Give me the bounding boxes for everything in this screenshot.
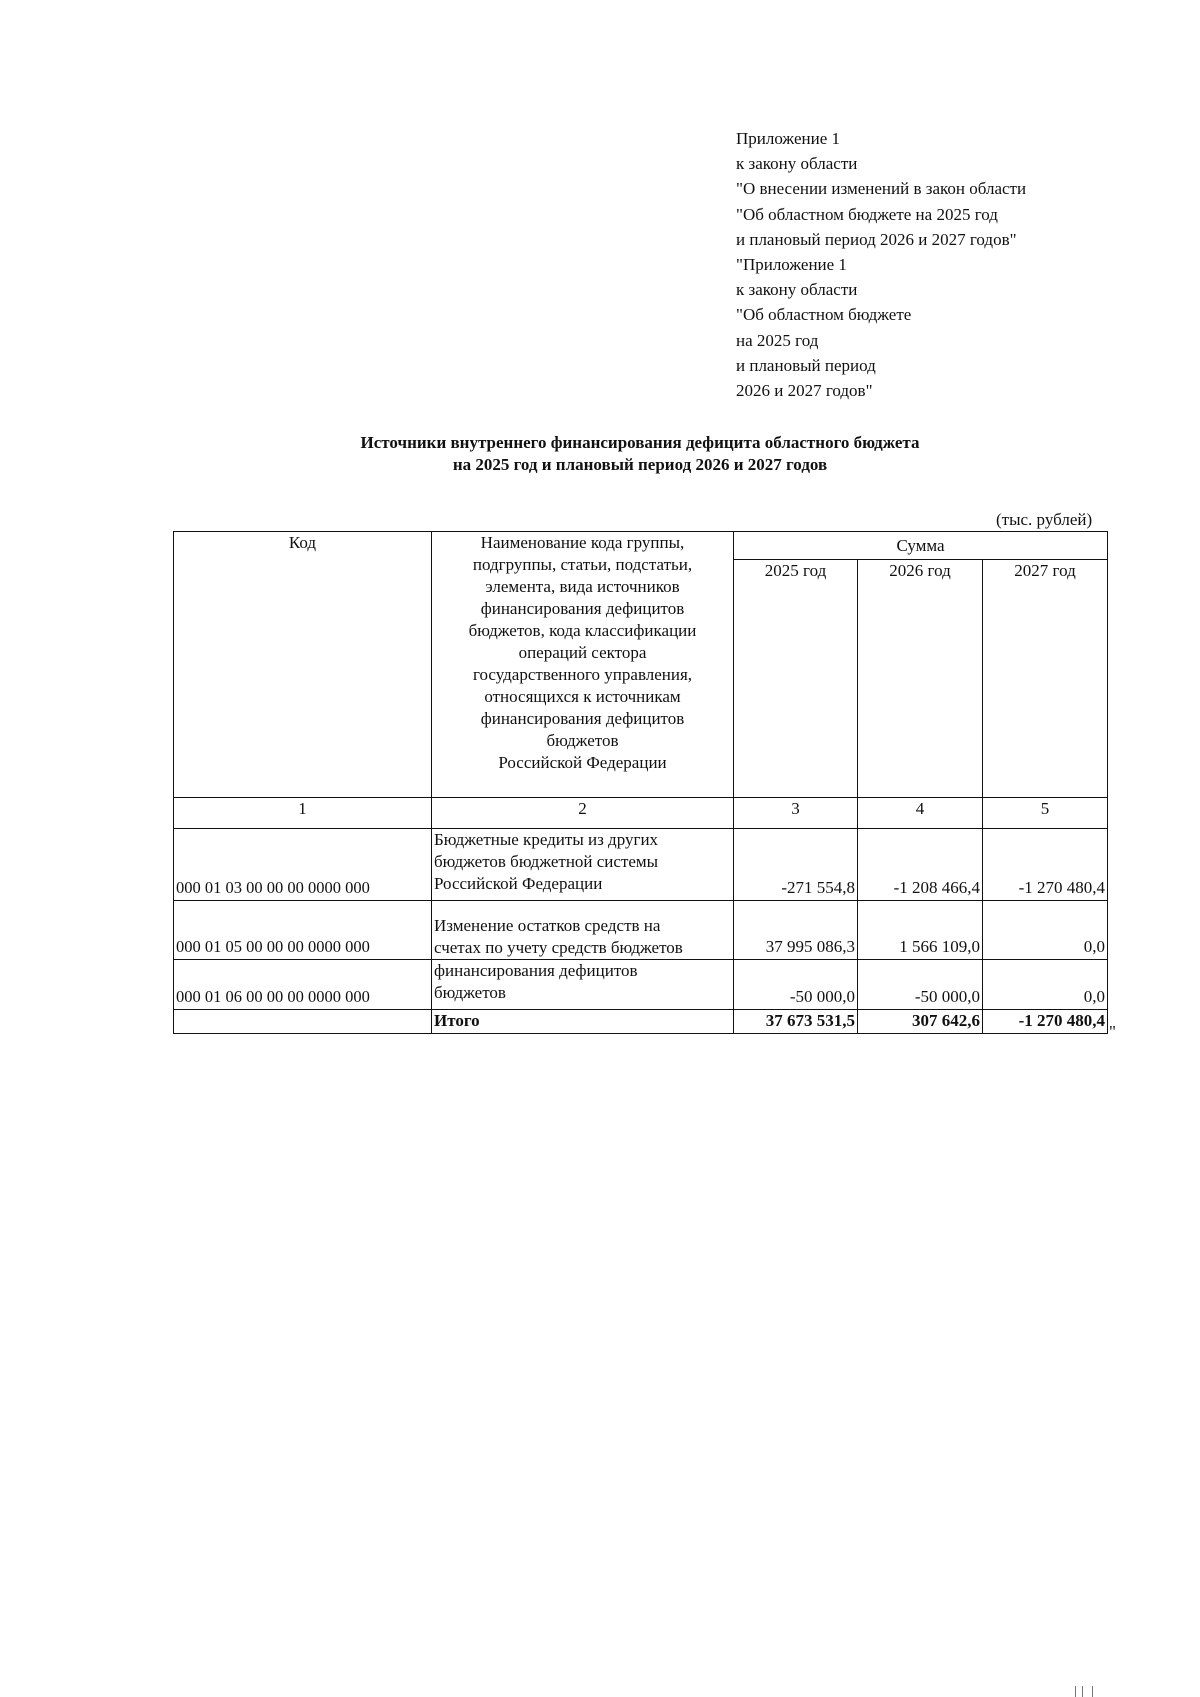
row-value-2027: 0,0 xyxy=(983,960,1108,1010)
total-value-2025: 37 673 531,5 xyxy=(734,1010,858,1034)
row-value-2027: 0,0 xyxy=(983,901,1108,960)
header-name xyxy=(432,532,734,798)
row-code: 000 01 05 00 00 00 0000 000 xyxy=(174,901,432,960)
appendix-line: "Об областном бюджете на 2025 год xyxy=(736,204,998,224)
column-number-row xyxy=(174,798,1108,829)
total-value-2026: 307 642,6 xyxy=(858,1010,983,1034)
row-name-line: бюджетов xyxy=(434,983,506,1002)
row-value-2026: -50 000,0 xyxy=(858,960,983,1010)
units-label: (тыс. рублей) xyxy=(996,510,1093,529)
column-number: 5 xyxy=(983,798,1108,829)
header-name-line: финансирования дефицитов xyxy=(480,599,685,618)
table-row xyxy=(174,901,1108,960)
row-name xyxy=(432,901,734,960)
header-name-line: элемента, вида источников xyxy=(485,577,680,596)
appendix-line: "О внесении изменений в закон области xyxy=(736,179,1027,199)
header-sum: Сумма xyxy=(734,532,1108,560)
header-year-2026: 2026 год xyxy=(858,560,983,798)
header-name-line: относящихся к источникам xyxy=(484,687,681,706)
closing-quote: " xyxy=(1109,1022,1116,1041)
header-name-line: государственного управления, xyxy=(472,665,693,684)
appendix-line: "Приложение 1 xyxy=(736,255,847,275)
title-line-1: Источники внутреннего финансирования дефицита областного бюджета xyxy=(360,433,920,452)
scan-mark xyxy=(1075,1686,1093,1697)
row-value-2026: -1 208 466,4 xyxy=(858,829,983,901)
appendix-line: и плановый период 2026 и 2027 годов" xyxy=(736,229,1017,249)
header-name-line: Российской Федерации xyxy=(498,753,667,772)
header-row xyxy=(174,532,1108,560)
total-label: Итого xyxy=(432,1010,734,1034)
appendix-line: к закону области xyxy=(736,154,858,174)
row-name-line: бюджетов бюджетной системы xyxy=(434,852,659,871)
row-value-2025: -271 554,8 xyxy=(734,829,858,901)
appendix-line: и плановый период xyxy=(736,355,876,375)
column-number: 3 xyxy=(734,798,858,829)
sources-table xyxy=(173,531,1108,1034)
title-line-2: на 2025 год и плановый период 2026 и 2027 годов xyxy=(452,455,828,474)
row-value-2026: 1 566 109,0 xyxy=(858,901,983,960)
appendix-line: Приложение 1 xyxy=(736,129,840,148)
total-row xyxy=(174,1010,1108,1034)
header-name-line: бюджетов xyxy=(546,731,619,750)
column-number: 4 xyxy=(858,798,983,829)
row-value-2025: 37 995 086,3 xyxy=(734,901,858,960)
row-value-2025: -50 000,0 xyxy=(734,960,858,1010)
row-code: 000 01 06 00 00 00 0000 000 xyxy=(174,960,432,1010)
row-name-line: счетах по учету средств бюджетов xyxy=(434,938,683,957)
appendix-line: на 2025 год xyxy=(736,330,819,350)
appendix-line: к закону области xyxy=(736,280,858,300)
header-name-line: бюджетов, кода классификации xyxy=(468,621,697,640)
appendix-line: 2026 и 2027 годов" xyxy=(736,381,873,401)
row-code: 000 01 03 00 00 00 0000 000 xyxy=(174,829,432,901)
row-value-2027: -1 270 480,4 xyxy=(983,829,1108,901)
column-number: 1 xyxy=(174,798,432,829)
row-name xyxy=(432,829,734,901)
appendix-line: "Об областном бюджете xyxy=(736,305,912,325)
header-name-line: операций сектора xyxy=(518,643,647,662)
header-code: Код xyxy=(174,532,432,798)
table-row xyxy=(174,829,1108,901)
header-name-line: подгруппы, статьи, подстатьи, xyxy=(472,555,693,574)
total-value-2027: -1 270 480,4 xyxy=(983,1010,1108,1034)
document-title xyxy=(0,432,1200,476)
appendix-block xyxy=(736,126,1026,403)
row-name-line: Бюджетные кредиты из других xyxy=(434,830,659,849)
row-name xyxy=(432,960,734,1010)
table-row xyxy=(174,960,1108,1010)
total-code-empty xyxy=(174,1010,432,1034)
row-name-line: Российской Федерации xyxy=(434,874,603,893)
header-name-line: Наименование кода группы, xyxy=(480,533,685,552)
column-number: 2 xyxy=(432,798,734,829)
header-year-2027: 2027 год xyxy=(983,560,1108,798)
row-name-line: Изменение остатков средств на xyxy=(434,916,661,935)
header-name-line: финансирования дефицитов xyxy=(480,709,685,728)
row-name-line: финансирования дефицитов xyxy=(434,961,638,980)
header-year-2025: 2025 год xyxy=(734,560,858,798)
